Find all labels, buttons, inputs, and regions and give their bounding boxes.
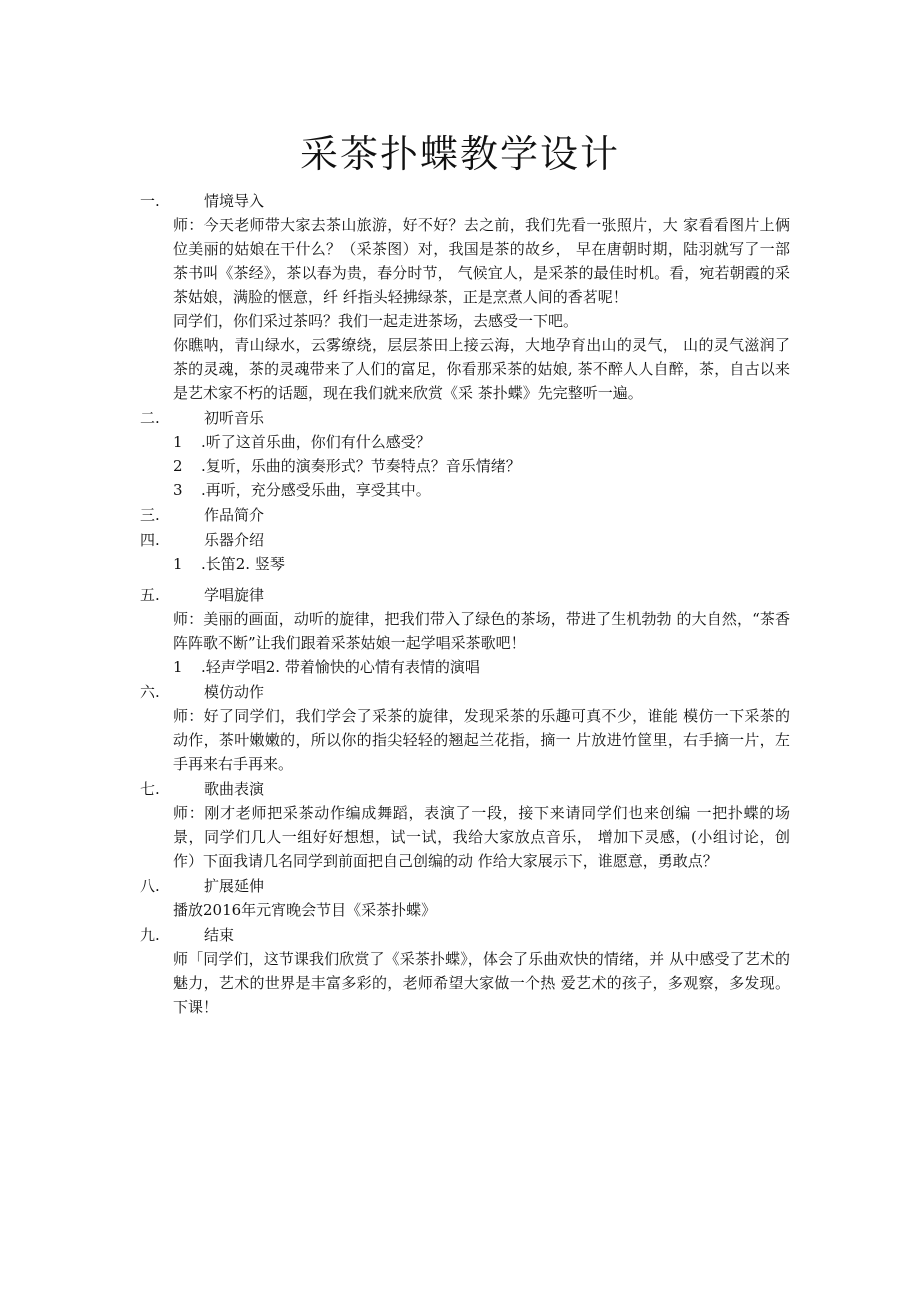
section-title: 学唱旋律 [204, 586, 265, 604]
paragraph: 师：好了同学们，我们学会了采茶的旋律，发现采茶的乐趣可真不少，谁能 模仿一下采茶的动作，茶叶嫩嫩的，所以你的指尖轻轻的翘起兰花指，摘一 片放进竹筐里，右手摘一片，左手再来右手再来。 [173, 707, 790, 773]
list-item [140, 454, 790, 478]
list-item-number: 2 [173, 457, 183, 475]
list-item-number: 3 [173, 481, 183, 499]
section-heading [140, 777, 790, 801]
list-item-text: .听了这首乐曲，你们有什么感受？ [201, 433, 431, 451]
section-heading [140, 406, 790, 430]
section-heading [140, 503, 790, 527]
section-heading [140, 583, 790, 607]
section-heading [140, 680, 790, 704]
list-item [140, 552, 790, 576]
page-title: 采茶扑蝶教学设计 [299, 132, 620, 176]
section-title: 模仿动作 [204, 683, 265, 701]
paragraph: 师：刚才老师把采茶动作编成舞蹈，表演了一段，接下来请同学们也来创编 一把扑蝶的场景，同学们几人一组好好想想，试一试，我给大家放点音乐， 增加下灵感，(小组讨论，创作）下面我请几名同学到前面把自己创编的动 作给大家展示下，谁愿意，勇敢点？ [173, 804, 790, 870]
list-item [140, 430, 790, 454]
list-item-text: .复听，乐曲的演奏形式？节奏特点？音乐情绪？ [201, 457, 521, 475]
list-item-text: .再听，充分感受乐曲，享受其中。 [201, 481, 431, 499]
section-heading [140, 189, 790, 213]
section-number: 四. [140, 531, 160, 549]
list-item [140, 478, 790, 502]
section-heading [140, 874, 790, 898]
section-title: 情境导入 [204, 192, 265, 210]
section-number: 七. [140, 780, 160, 798]
section-title: 歌曲表演 [204, 780, 265, 798]
document-body [140, 188, 790, 1019]
section-number: 五. [140, 586, 160, 604]
section-heading [140, 528, 790, 552]
paragraph: 同学们，你们采过茶吗？我们一起走进茶场，去感受一下吧。 [173, 312, 579, 330]
section-title: 扩展延伸 [204, 877, 265, 895]
section-heading [140, 923, 790, 947]
paragraph: 师：美丽的画面，动听的旋律，把我们带入了绿色的茶场，带进了生机勃勃 的大自然，“茶香阵阵歌不断”让我们跟着采茶姑娘一起学唱采茶歌吧！ [173, 610, 790, 652]
section-title: 初听音乐 [204, 409, 265, 427]
list-item [140, 655, 790, 679]
list-item-text: .长笛2. 竖琴 [201, 555, 285, 573]
section-number: 六. [140, 683, 160, 701]
section-title: 作品简介 [204, 506, 265, 524]
paragraph: 播放2016年元宵晚会节目《采茶扑蝶》 [173, 901, 437, 919]
paragraph: 师「同学们，这节课我们欣赏了《采茶扑蝶》，体会了乐曲欢快的情绪，并 从中感受了艺术的魅力，艺术的世界是丰富多彩的，老师希望大家做一个热 爱艺术的孩子，多观察，多发现。下课！ [173, 950, 790, 1016]
section-number: 三. [140, 506, 160, 524]
list-item-number: 1 [173, 555, 183, 573]
paragraph: 你瞧呐，青山绿水，云雾缭绕，层层茶田上接云海，大地孕育出山的灵气， 山的灵气滋润了茶的灵魂，茶的灵魂带来了人们的富足，你看那采茶的姑娘, 茶不醉人人自醉，茶，自古以来是艺术家不朽的话题，现在我们就来欣赏《采 茶扑蝶》先完整听一遍。 [173, 336, 790, 402]
list-item-number: 1 [173, 433, 183, 451]
section-title: 结束 [204, 926, 235, 944]
section-title: 乐器介绍 [204, 531, 265, 549]
paragraph: 师：今天老师带大家去茶山旅游，好不好？去之前，我们先看一张照片，大 家看看图片上俩位美丽的姑娘在干什么？（采茶图）对，我国是茶的故乡， 早在唐朝时期，陆羽就写了一部茶书叫《茶经》，茶以春为贵，春分时节， 气候宜人，是采茶的最佳时机。看，宛若朝霞的采茶姑娘，满脸的惬意，纤 纤指头轻拂绿茶，正是烹煮人间的香茗呢！ [173, 216, 790, 306]
list-item-text: .轻声学唱2. 带着愉快的心情有表情的演唱 [201, 658, 480, 676]
section-number: 一. [140, 192, 160, 210]
section-number: 二. [140, 409, 160, 427]
section-number: 八. [140, 877, 160, 895]
list-item-number: 1 [173, 658, 183, 676]
section-number: 九. [140, 926, 160, 944]
